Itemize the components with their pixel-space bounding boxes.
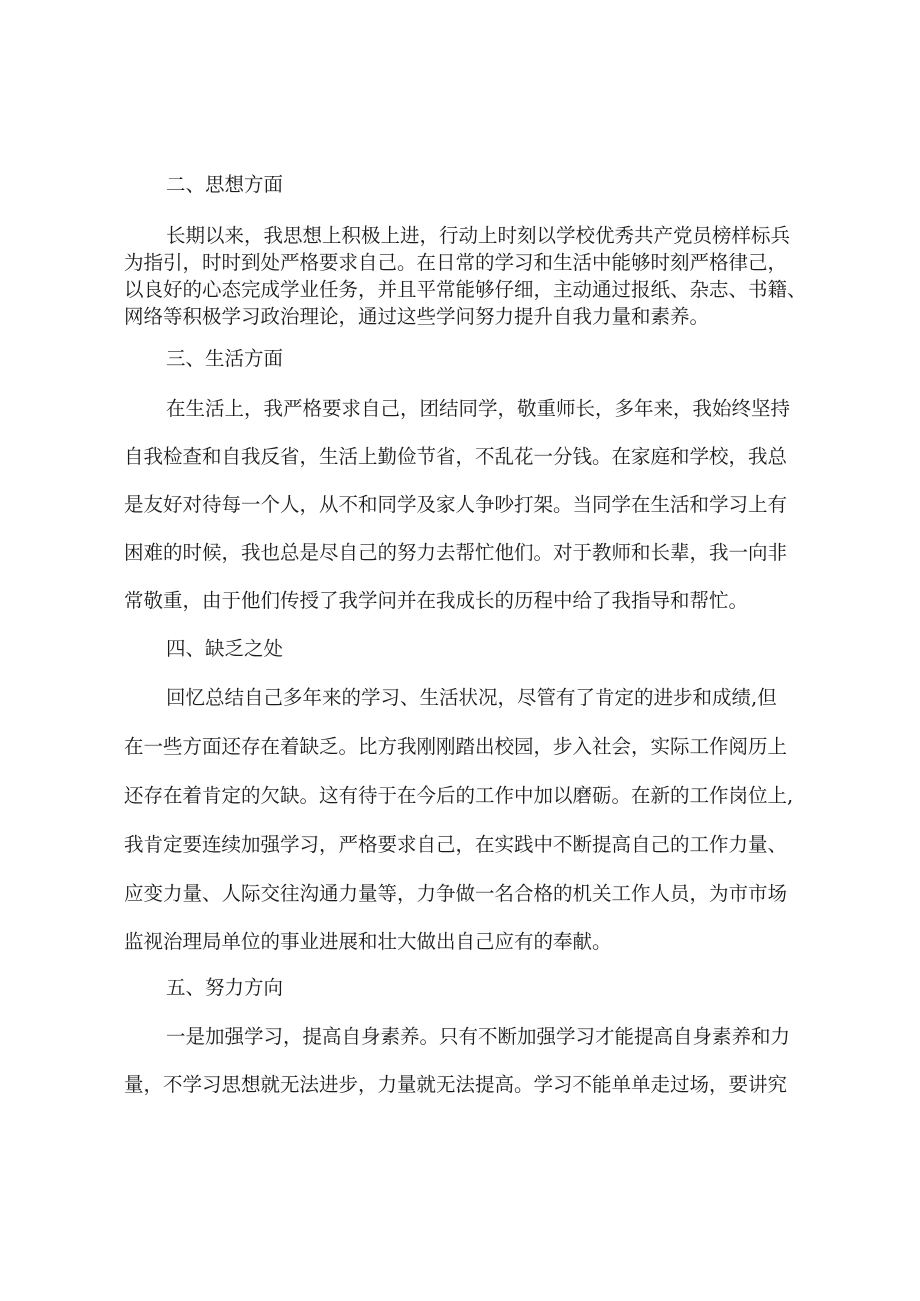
section-heading: 五、努力方向 bbox=[166, 976, 284, 999]
paragraph-line: 是友好对待每一个人，从不和同学及家人争吵打架。当同学在生活和学习上有 bbox=[124, 493, 788, 516]
paragraph-line: 以良好的心态完成学业任务，并且平常能够仔细，主动通过报纸、杂志、书籍、 bbox=[124, 278, 807, 301]
paragraph-line: 自我检查和自我反省，生活上勤俭节省，不乱花一分钱。在家庭和学校，我总 bbox=[124, 445, 788, 468]
paragraph-line: 长期以来，我思想上积极上进，行动上时刻以学校优秀共产党员榜样标兵 bbox=[166, 224, 791, 247]
paragraph-line: 为指引，时时到处严格要求自己。在日常的学习和生活中能够时刻严格律己， bbox=[124, 251, 788, 274]
section-heading: 三、生活方面 bbox=[166, 347, 284, 370]
paragraph-line: 在一些方面还存在着缺乏。比方我刚刚踏出校园，步入社会，实际工作阅历上 bbox=[124, 735, 788, 758]
section-heading: 二、思想方面 bbox=[166, 173, 284, 196]
paragraph-line: 一是加强学习，提高自身素养。只有不断加强学习才能提高自身素养和力 bbox=[166, 1025, 791, 1048]
paragraph-line: 监视治理局单位的事业进展和壮大做出自己应有的奉献。 bbox=[124, 930, 612, 953]
paragraph-line: 在生活上，我严格要求自己，团结同学，敬重师长，多年来，我始终坚持 bbox=[166, 397, 791, 420]
paragraph-line: 常敬重，由于他们传授了我学问并在我成长的历程中给了我指导和帮忙。 bbox=[124, 589, 749, 612]
paragraph-line: 还存在着肯定的欠缺。这有待于在今后的工作中加以磨砺。在新的工作岗位上, bbox=[124, 784, 794, 807]
paragraph-line: 网络等积极学习政治理论，通过这些学问努力提升自我力量和素养。 bbox=[124, 305, 710, 328]
paragraph-line: 困难的时候，我也总是尽自己的努力去帮忙他们。对于教师和长辈，我一向非 bbox=[124, 541, 788, 564]
paragraph-line: 回忆总结自己多年来的学习、生活状况，尽管有了肯定的进步和成绩,但 bbox=[166, 686, 777, 709]
section-heading: 四、缺乏之处 bbox=[166, 637, 284, 660]
paragraph-line: 我肯定要连续加强学习，严格要求自己，在实践中不断提高自己的工作力量、 bbox=[124, 833, 788, 856]
paragraph-line: 量，不学习思想就无法进步，力量就无法提高。学习不能单单走过场，要讲究 bbox=[124, 1073, 788, 1096]
paragraph-line: 应变力量、人际交往沟通力量等，力争做一名合格的机关工作人员，为市市场 bbox=[124, 882, 788, 905]
